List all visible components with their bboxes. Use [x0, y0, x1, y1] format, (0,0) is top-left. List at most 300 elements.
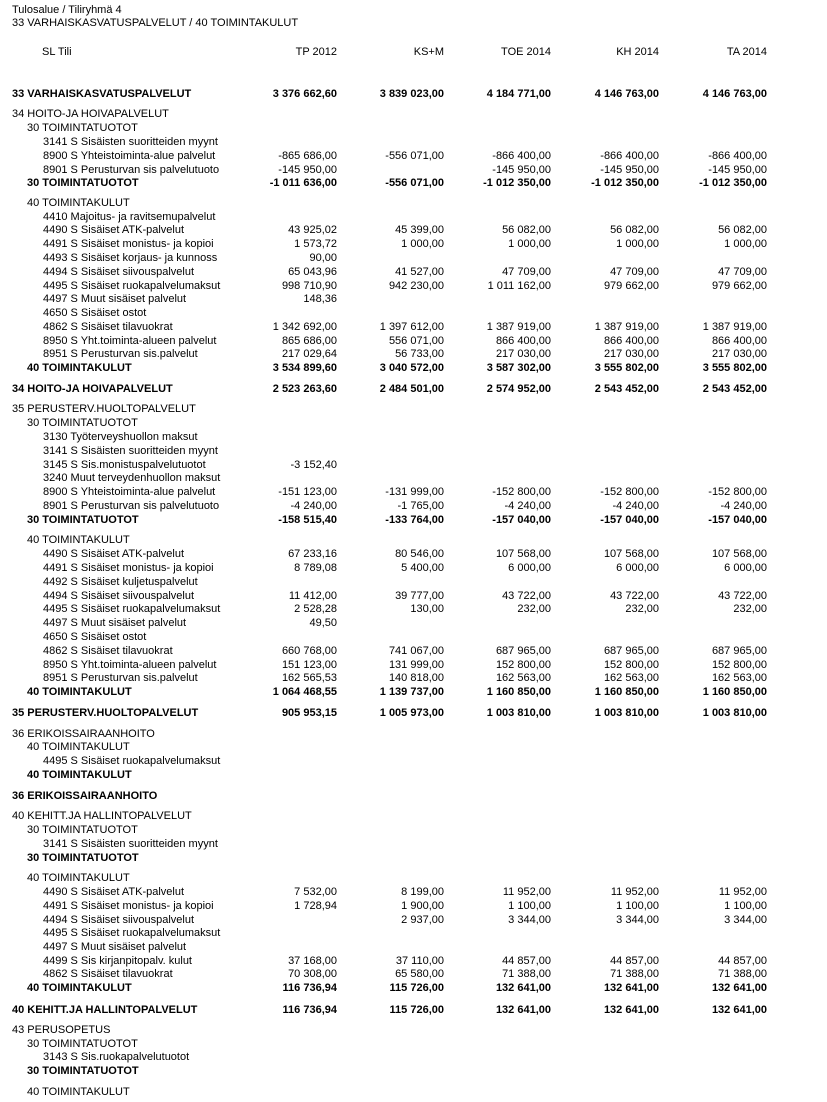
- row-label: 4862 S Sisäiset tilavuokrat: [43, 321, 173, 333]
- value-cell: 3 587 302,00: [486, 362, 551, 374]
- row-label: 3130 Työterveyshuollon maksut: [43, 431, 198, 443]
- row-label: 43 PERUSOPETUS: [12, 1024, 111, 1036]
- table-row: [0, 417, 827, 431]
- row-label: 4494 S Sisäiset siivouspalvelut: [43, 914, 195, 926]
- row-label: 40 TOIMINTAKULUT: [27, 1086, 130, 1098]
- value-cell: 1 011 162,00: [487, 280, 551, 292]
- value-cell: 4 184 771,00: [486, 88, 551, 100]
- value-cell: 2 484 501,00: [379, 383, 444, 395]
- value-cell: -131 999,00: [385, 486, 444, 498]
- value-cell: 80 546,00: [395, 548, 444, 560]
- row-label: 4490 S Sisäiset ATK-palvelut: [43, 548, 185, 560]
- value-cell: 3 376 662,60: [272, 88, 337, 100]
- value-cell: 866 400,00: [603, 335, 659, 347]
- value-cell: 44 857,00: [718, 955, 767, 967]
- row-label: 4497 S Muut sisäiset palvelut: [43, 941, 187, 953]
- value-cell: 47 709,00: [502, 266, 551, 278]
- row-label: 30 TOIMINTATUOTOT: [27, 1038, 138, 1050]
- row-label: 30 TOIMINTATUOTOT: [27, 1065, 139, 1077]
- row-label: 4495 S Sisäiset ruokapalvelumaksut: [43, 603, 221, 615]
- value-cell: 1 000,00: [616, 238, 659, 250]
- row-label: 4492 S Sisäiset kuljetuspalvelut: [43, 576, 198, 588]
- value-cell: 7 532,00: [294, 886, 337, 898]
- value-cell: 2 543 452,00: [702, 383, 767, 395]
- value-cell: 43 925,02: [288, 224, 337, 236]
- value-cell: 1 064 468,55: [272, 686, 337, 698]
- value-cell: 11 952,00: [502, 886, 551, 898]
- value-cell: 44 857,00: [502, 955, 551, 967]
- table-row: [0, 576, 827, 590]
- value-cell: 979 662,00: [711, 280, 767, 292]
- row-label: 4650 S Sisäiset ostot: [43, 631, 147, 643]
- value-cell: 37 110,00: [395, 955, 444, 967]
- value-cell: 1 005 973,00: [379, 707, 444, 719]
- value-cell: 232,00: [517, 603, 551, 615]
- value-cell: 107 568,00: [711, 548, 767, 560]
- value-cell: -556 071,00: [385, 150, 444, 162]
- table-row: [0, 197, 827, 211]
- value-cell: 41 527,00: [395, 266, 444, 278]
- value-cell: 107 568,00: [495, 548, 551, 560]
- value-cell: 687 965,00: [603, 645, 659, 657]
- row-label: 3141 S Sisäisten suoritteiden myynt: [43, 445, 218, 457]
- value-cell: 71 388,00: [718, 968, 767, 980]
- table-row: [0, 1051, 827, 1065]
- value-cell: 11 952,00: [718, 886, 767, 898]
- value-cell: 3 344,00: [616, 914, 659, 926]
- value-cell: 11 412,00: [288, 590, 337, 602]
- row-label: 4495 S Sisäiset ruokapalvelumaksut: [43, 927, 221, 939]
- value-cell: 217 030,00: [711, 348, 767, 360]
- value-cell: 5 400,00: [401, 562, 444, 574]
- total-row: [0, 362, 827, 376]
- value-cell: 1 100,00: [616, 900, 659, 912]
- row-label: 30 TOIMINTATUOTOT: [27, 177, 139, 189]
- value-cell: 1 000,00: [724, 238, 767, 250]
- table-row: [0, 211, 827, 225]
- table-row: [0, 741, 827, 755]
- total-row: [0, 982, 827, 996]
- value-cell: -1 012 350,00: [591, 177, 659, 189]
- value-cell: 47 709,00: [610, 266, 659, 278]
- value-cell: 107 568,00: [603, 548, 659, 560]
- value-cell: 132 641,00: [603, 1004, 659, 1016]
- table-row: [0, 122, 827, 136]
- table-row: [0, 872, 827, 886]
- value-cell: 56 082,00: [502, 224, 551, 236]
- column-header-account: SL Tili: [42, 46, 72, 58]
- value-cell: 6 000,00: [508, 562, 551, 574]
- total-row: [0, 177, 827, 191]
- value-cell: 152 800,00: [495, 659, 551, 671]
- table-row: [0, 927, 827, 941]
- value-cell: 3 040 572,00: [379, 362, 444, 374]
- value-cell: -3 152,40: [290, 459, 337, 471]
- total-row: [0, 1004, 827, 1018]
- value-cell: -133 764,00: [385, 514, 444, 526]
- value-cell: 2 937,00: [401, 914, 444, 926]
- value-cell: -1 012 350,00: [699, 177, 767, 189]
- row-label: 35 PERUSTERV.HUOLTOPALVELUT: [12, 707, 199, 719]
- table-row: [0, 968, 827, 982]
- report-title: Tulosalue / Tiliryhmä 4: [12, 4, 122, 16]
- value-cell: 8 789,08: [294, 562, 337, 574]
- table-row: [0, 914, 827, 928]
- value-cell: 2 543 452,00: [594, 383, 659, 395]
- table-row: [0, 1024, 827, 1038]
- value-cell: -1 012 350,00: [483, 177, 551, 189]
- value-cell: 2 523 263,60: [272, 383, 337, 395]
- table-row: [0, 238, 827, 252]
- row-label: 4497 S Muut sisäiset palvelut: [43, 617, 187, 629]
- value-cell: 132 641,00: [711, 982, 767, 994]
- table-row: [0, 252, 827, 266]
- value-cell: 1 160 850,00: [702, 686, 767, 698]
- value-cell: 162 565,53: [281, 672, 337, 684]
- value-cell: 56 082,00: [718, 224, 767, 236]
- value-cell: -157 040,00: [708, 514, 767, 526]
- table-row: [0, 838, 827, 852]
- value-cell: 56 082,00: [610, 224, 659, 236]
- value-cell: 865 686,00: [281, 335, 337, 347]
- value-cell: 132 641,00: [603, 982, 659, 994]
- table-row: [0, 307, 827, 321]
- value-cell: 67 233,16: [288, 548, 337, 560]
- row-label: 40 TOIMINTAKULUT: [27, 197, 130, 209]
- row-label: 36 ERIKOISSAIRAANHOITO: [12, 728, 155, 740]
- value-cell: 1 342 692,00: [272, 321, 337, 333]
- total-row: [0, 790, 827, 804]
- table-row: [0, 548, 827, 562]
- value-cell: -866 400,00: [600, 150, 659, 162]
- value-cell: 1 900,00: [401, 900, 444, 912]
- row-label: 30 TOIMINTATUOTOT: [27, 122, 138, 134]
- table-row: [0, 459, 827, 473]
- value-cell: -158 515,40: [278, 514, 337, 526]
- table-row: [0, 728, 827, 742]
- row-label: 8900 S Yhteistoiminta-alue palvelut: [43, 486, 216, 498]
- row-label: 4491 S Sisäiset monistus- ja kopioi: [43, 562, 214, 574]
- table-row: [0, 486, 827, 500]
- value-cell: 152 800,00: [603, 659, 659, 671]
- value-cell: 1 397 612,00: [379, 321, 444, 333]
- value-cell: -151 123,00: [278, 486, 337, 498]
- column-header-tp2012: TP 2012: [295, 46, 337, 58]
- value-cell: 115 726,00: [389, 1004, 444, 1016]
- value-cell: -4 240,00: [612, 500, 659, 512]
- value-cell: 1 100,00: [508, 900, 551, 912]
- table-row: [0, 562, 827, 576]
- row-label: 4494 S Sisäiset siivouspalvelut: [43, 590, 195, 602]
- row-label: 40 TOIMINTAKULUT: [27, 982, 132, 994]
- row-label: 4490 S Sisäiset ATK-palvelut: [43, 886, 185, 898]
- value-cell: 115 726,00: [389, 982, 444, 994]
- value-cell: 3 555 802,00: [594, 362, 659, 374]
- value-cell: 1 160 850,00: [486, 686, 551, 698]
- table-row: [0, 603, 827, 617]
- value-cell: 132 641,00: [495, 1004, 551, 1016]
- value-cell: 71 388,00: [502, 968, 551, 980]
- value-cell: 1 387 919,00: [702, 321, 767, 333]
- row-label: 40 TOIMINTAKULUT: [27, 769, 132, 781]
- row-label: 4497 S Muut sisäiset palvelut: [43, 293, 187, 305]
- value-cell: 47 709,00: [718, 266, 767, 278]
- row-label: 8951 S Perusturvan sis.palvelut: [43, 348, 198, 360]
- row-label: 3240 Muut terveydenhuollon maksut: [43, 472, 221, 484]
- table-row: [0, 941, 827, 955]
- table-row: [0, 280, 827, 294]
- table-row: [0, 1038, 827, 1052]
- value-cell: 3 555 802,00: [702, 362, 767, 374]
- table-row: [0, 810, 827, 824]
- value-cell: 1 003 810,00: [702, 707, 767, 719]
- value-cell: -145 950,00: [278, 164, 337, 176]
- table-row: [0, 431, 827, 445]
- table-row: [0, 886, 827, 900]
- value-cell: 1 000,00: [401, 238, 444, 250]
- table-row: [0, 403, 827, 417]
- value-cell: 1 387 919,00: [486, 321, 551, 333]
- table-row: [0, 659, 827, 673]
- value-cell: -866 400,00: [492, 150, 551, 162]
- row-label: 3145 S Sis.monistuspalvelutuotot: [43, 459, 206, 471]
- row-label: 4495 S Sisäiset ruokapalvelumaksut: [43, 755, 221, 767]
- value-cell: 162 563,00: [603, 672, 659, 684]
- value-cell: 37 168,00: [288, 955, 337, 967]
- value-cell: 741 067,00: [388, 645, 444, 657]
- row-label: 30 TOIMINTATUOTOT: [27, 824, 138, 836]
- value-cell: 151 123,00: [281, 659, 337, 671]
- total-row: [0, 1065, 827, 1079]
- value-cell: 3 839 023,00: [379, 88, 444, 100]
- value-cell: 2 574 952,00: [486, 383, 551, 395]
- table-row: [0, 631, 827, 645]
- row-label: 4410 Majoitus- ja ravitsemupalvelut: [43, 211, 216, 223]
- table-row: [0, 590, 827, 604]
- row-label: 3141 S Sisäisten suoritteiden myynt: [43, 136, 218, 148]
- value-cell: 4 146 763,00: [702, 88, 767, 100]
- value-cell: 43 722,00: [718, 590, 767, 602]
- value-cell: -152 800,00: [708, 486, 767, 498]
- value-cell: 3 344,00: [724, 914, 767, 926]
- table-row: [0, 824, 827, 838]
- table-row: [0, 335, 827, 349]
- row-label: 4862 S Sisäiset tilavuokrat: [43, 968, 173, 980]
- row-label: 4499 S Sis kirjanpitopalv. kulut: [43, 955, 192, 967]
- value-cell: 1 100,00: [724, 900, 767, 912]
- table-row: [0, 500, 827, 514]
- value-cell: 556 071,00: [388, 335, 444, 347]
- value-cell: 1 728,94: [294, 900, 337, 912]
- value-cell: -4 240,00: [504, 500, 551, 512]
- row-label: 4650 S Sisäiset ostot: [43, 307, 147, 319]
- row-label: 40 TOIMINTAKULUT: [27, 872, 130, 884]
- value-cell: -145 950,00: [600, 164, 659, 176]
- table-row: [0, 108, 827, 122]
- table-row: [0, 472, 827, 486]
- value-cell: 70 308,00: [288, 968, 337, 980]
- table-row: [0, 266, 827, 280]
- value-cell: 148,36: [303, 293, 337, 305]
- value-cell: 132 641,00: [495, 982, 551, 994]
- row-label: 30 TOIMINTATUOTOT: [27, 514, 139, 526]
- total-row: [0, 686, 827, 700]
- value-cell: -1 011 636,00: [269, 177, 337, 189]
- value-cell: -157 040,00: [600, 514, 659, 526]
- value-cell: 217 030,00: [495, 348, 551, 360]
- value-cell: 39 777,00: [395, 590, 444, 602]
- value-cell: 65 580,00: [395, 968, 444, 980]
- value-cell: -1 765,00: [397, 500, 444, 512]
- value-cell: 687 965,00: [711, 645, 767, 657]
- value-cell: 6 000,00: [724, 562, 767, 574]
- row-label: 3143 S Sis.ruokapalvelutuotot: [43, 1051, 190, 1063]
- value-cell: 998 710,90: [281, 280, 337, 292]
- column-header-kh2014: KH 2014: [616, 46, 659, 58]
- row-label: 40 KEHITT.JA HALLINTOPALVELUT: [12, 810, 192, 822]
- row-label: 40 TOIMINTAKULUT: [27, 741, 130, 753]
- row-label: 36 ERIKOISSAIRAANHOITO: [12, 790, 158, 802]
- value-cell: 217 029,64: [281, 348, 337, 360]
- table-row: [0, 1086, 827, 1100]
- value-cell: -145 950,00: [708, 164, 767, 176]
- value-cell: 49,50: [309, 617, 337, 629]
- value-cell: 140 818,00: [388, 672, 444, 684]
- row-label: 40 TOIMINTAKULUT: [27, 686, 132, 698]
- table-row: [0, 164, 827, 178]
- row-label: 4862 S Sisäiset tilavuokrat: [43, 645, 173, 657]
- table-row: [0, 955, 827, 969]
- value-cell: 660 768,00: [281, 645, 337, 657]
- value-cell: 232,00: [625, 603, 659, 615]
- table-row: [0, 348, 827, 362]
- row-label: 4494 S Sisäiset siivouspalvelut: [43, 266, 195, 278]
- value-cell: 3 344,00: [508, 914, 551, 926]
- value-cell: 1 003 810,00: [594, 707, 659, 719]
- row-label: 3141 S Sisäisten suoritteiden myynt: [43, 838, 218, 850]
- column-header-ksm: KS+M: [413, 46, 444, 58]
- value-cell: 942 230,00: [388, 280, 444, 292]
- value-cell: 44 857,00: [610, 955, 659, 967]
- row-label: 4491 S Sisäiset monistus- ja kopioi: [43, 900, 214, 912]
- table-row: [0, 293, 827, 307]
- value-cell: 1 003 810,00: [486, 707, 551, 719]
- value-cell: 162 563,00: [711, 672, 767, 684]
- value-cell: -152 800,00: [600, 486, 659, 498]
- row-label: 33 VARHAISKASVATUSPALVELUT: [12, 88, 192, 100]
- value-cell: 1 573,72: [294, 238, 337, 250]
- value-cell: 866 400,00: [711, 335, 767, 347]
- value-cell: 687 965,00: [495, 645, 551, 657]
- value-cell: 116 736,94: [282, 1004, 337, 1016]
- total-row: [0, 707, 827, 721]
- value-cell: -556 071,00: [385, 177, 444, 189]
- value-cell: 6 000,00: [616, 562, 659, 574]
- value-cell: -865 686,00: [278, 150, 337, 162]
- row-label: 34 HOITO-JA HOIVAPALVELUT: [12, 108, 169, 120]
- total-row: [0, 383, 827, 397]
- value-cell: 43 722,00: [502, 590, 551, 602]
- row-label: 30 TOIMINTATUOTOT: [27, 417, 138, 429]
- value-cell: -866 400,00: [708, 150, 767, 162]
- value-cell: 4 146 763,00: [594, 88, 659, 100]
- value-cell: 116 736,94: [282, 982, 337, 994]
- row-label: 4491 S Sisäiset monistus- ja kopioi: [43, 238, 214, 250]
- row-label: 4495 S Sisäiset ruokapalvelumaksut: [43, 280, 221, 292]
- value-cell: 45 399,00: [395, 224, 444, 236]
- value-cell: 217 030,00: [603, 348, 659, 360]
- row-label: 35 PERUSTERV.HUOLTOPALVELUT: [12, 403, 196, 415]
- total-row: [0, 769, 827, 783]
- value-cell: 979 662,00: [603, 280, 659, 292]
- total-row: [0, 852, 827, 866]
- table-row: [0, 755, 827, 769]
- table-row: [0, 224, 827, 238]
- value-cell: -157 040,00: [492, 514, 551, 526]
- report-subtitle: 33 VARHAISKASVATUSPALVELUT / 40 TOIMINTAKULUT: [12, 17, 299, 29]
- table-row: [0, 534, 827, 548]
- row-label: 8950 S Yht.toiminta-alueen palvelut: [43, 335, 217, 347]
- value-cell: 162 563,00: [495, 672, 551, 684]
- value-cell: 1 139 737,00: [379, 686, 444, 698]
- row-label: 8901 S Perusturvan sis palvelutuoto: [43, 500, 220, 512]
- value-cell: 11 952,00: [610, 886, 659, 898]
- value-cell: -145 950,00: [492, 164, 551, 176]
- row-label: 40 TOIMINTAKULUT: [27, 362, 132, 374]
- row-label: 8951 S Perusturvan sis.palvelut: [43, 672, 198, 684]
- value-cell: 132 641,00: [711, 1004, 767, 1016]
- value-cell: 71 388,00: [610, 968, 659, 980]
- row-label: 8950 S Yht.toiminta-alueen palvelut: [43, 659, 217, 671]
- table-row: [0, 900, 827, 914]
- row-label: 4493 S Sisäiset korjaus- ja kunnoss: [43, 252, 218, 264]
- row-label: 40 TOIMINTAKULUT: [27, 534, 130, 546]
- table-row: [0, 150, 827, 164]
- value-cell: 8 199,00: [401, 886, 444, 898]
- row-label: 34 HOITO-JA HOIVAPALVELUT: [12, 383, 173, 395]
- value-cell: 90,00: [309, 252, 337, 264]
- value-cell: 1 160 850,00: [594, 686, 659, 698]
- value-cell: 232,00: [733, 603, 767, 615]
- value-cell: 152 800,00: [711, 659, 767, 671]
- value-cell: 1 000,00: [508, 238, 551, 250]
- row-label: 8900 S Yhteistoiminta-alue palvelut: [43, 150, 216, 162]
- total-row: [0, 88, 827, 102]
- value-cell: 1 387 919,00: [594, 321, 659, 333]
- value-cell: 3 534 899,60: [272, 362, 337, 374]
- row-label: 40 KEHITT.JA HALLINTOPALVELUT: [12, 1004, 198, 1016]
- value-cell: 65 043,96: [288, 266, 337, 278]
- row-label: 30 TOIMINTATUOTOT: [27, 852, 139, 864]
- value-cell: 866 400,00: [495, 335, 551, 347]
- column-header-toe2014: TOE 2014: [501, 46, 551, 58]
- value-cell: -4 240,00: [720, 500, 767, 512]
- value-cell: -152 800,00: [492, 486, 551, 498]
- row-label: 4490 S Sisäiset ATK-palvelut: [43, 224, 185, 236]
- value-cell: 2 528,28: [294, 603, 337, 615]
- value-cell: 130,00: [410, 603, 444, 615]
- value-cell: 905 953,15: [281, 707, 337, 719]
- table-row: [0, 645, 827, 659]
- value-cell: -4 240,00: [290, 500, 337, 512]
- total-row: [0, 514, 827, 528]
- value-cell: 43 722,00: [610, 590, 659, 602]
- table-row: [0, 321, 827, 335]
- table-row: [0, 617, 827, 631]
- value-cell: 131 999,00: [388, 659, 444, 671]
- table-row: [0, 445, 827, 459]
- table-row: [0, 672, 827, 686]
